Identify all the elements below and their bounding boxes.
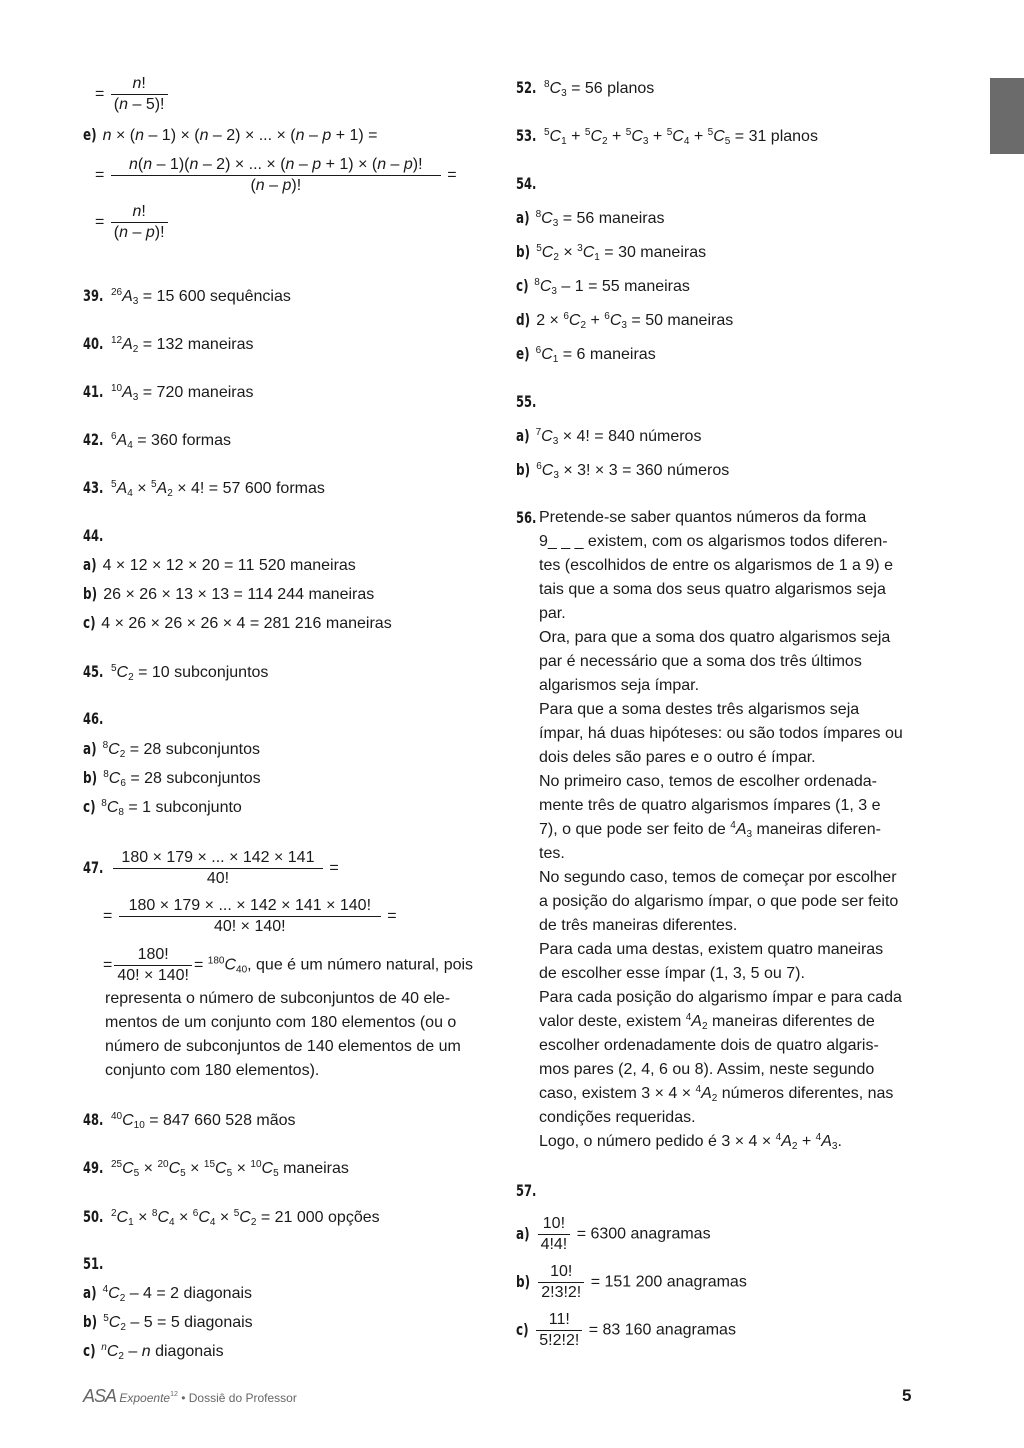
answer-56-lines [539, 842, 911, 1010]
answer-56-line: Ora, para que a soma dos quatro algarismos seja [539, 629, 891, 646]
answer-46c: c) $^8C_8 = 1$ subconjunto [83, 797, 242, 818]
answer-57: 57. [516, 1181, 537, 1200]
answer-56-line: ímpar, há duas hipóteses: ou são todos ímpares ou [539, 725, 903, 742]
answer-56-line: Pretende-se saber quantos números da forma [539, 509, 867, 526]
answer-44: 44. [83, 526, 104, 545]
answer-44a: a) 4 × 12 × 12 × 20 = 11 520 maneiras [83, 555, 356, 574]
answer-51a: a) $^4C_2 - 4 = 2$ diagonais [83, 1283, 253, 1304]
section-tab [990, 78, 1024, 154]
answer-56-line: No segundo caso, temos de começar por escolher [539, 869, 897, 886]
answer-51: 51. [83, 1254, 104, 1273]
answer-57a: a) $\frac{10!}{4!4!}$ = 6300 anagramas [516, 1215, 711, 1253]
answer-56-line: Logo, o número pedido é $3 \times 4 \times ^4A_2 + ^4A_3$. [539, 1132, 842, 1152]
answer-52: 52. $^8C_3 = 56$ planos [516, 78, 655, 99]
answer-47-text: representa o número de subconjuntos de 40 ele- [105, 990, 451, 1007]
answer-47-line2: = $\frac{180 \times 179 \times ... \times 142 \times 141 \times 140!}{40! \times 140!}$ = [103, 897, 397, 935]
answer-55b: b) $^6C_3 \times 3$! × 3 = 360 números [516, 460, 730, 481]
answer-56-lines [539, 506, 911, 818]
answer-55: 55. [516, 392, 537, 411]
answer-56-line: caso, existem $3 \times 4 \times ^4A_2$ números diferentes, nas [539, 1084, 894, 1104]
answer-56-line: tes. [539, 845, 565, 862]
answer-56-lines [539, 1034, 911, 1082]
answer-56-text [539, 506, 911, 1154]
answer-56-line: tais que a soma dos seus quatro algarismos seja [539, 581, 886, 598]
answer-51c: c) $^nC_2$ – n diagonais [83, 1341, 224, 1362]
answer-45: 45. $^5C_2 = 10$ subconjuntos [83, 662, 269, 683]
answer-56-line: No primeiro caso, temos de escolher ordenada- [539, 773, 877, 790]
answer-46: 46. [83, 709, 104, 728]
answer-42: 42. $^6A_4 = 360$ formas [83, 430, 232, 451]
footer-brand: ASA Expoente$^{12}$ • Dossiê do Professor [83, 1386, 297, 1406]
answer-56-line: Para que a soma destes três algarismos seja [539, 701, 860, 718]
answer-39: 39. $^{26}A_3 = 15$ 600 sequências [83, 286, 291, 307]
answer-57c: c) $\frac{11!}{5!2!2!}$ = 83 160 anagramas [516, 1311, 736, 1349]
answer-49: 49. $^{25}C_5 \times ^{20}C_5 \times ^{15}C_5 \times ^{10}C_5$ maneiras [83, 1158, 349, 1179]
answer-56-line: tes (escolhidos de entre os algarismos de 1 a 9) e [539, 557, 893, 574]
answer-56-line: valor deste, existem $^4A_2$ maneiras diferentes de [539, 1012, 875, 1032]
answer-55a: a) $^7C_3 \times 4$! = 840 números [516, 426, 702, 447]
answer-47-text: número de subconjuntos de 140 elementos de um [105, 1038, 461, 1055]
answer-54a: a) $^8C_3 = 56$ maneiras [516, 208, 665, 229]
top-fraction-0: = $\frac{n!}{(n - 5)!}$ [95, 74, 170, 115]
answer-44b: b) 26 × 26 × 13 × 13 = 114 244 maneiras [83, 584, 375, 603]
asa-logo: ASA [83, 1386, 117, 1406]
answer-54c: c) $^8C_3 - 1 = 55$ maneiras [516, 276, 690, 297]
answer-53: 53. $^5C_1 + ^5C_2 + ^5C_3 + ^5C_4 + ^5C_5 = 31$ planos [516, 126, 818, 147]
answer-56-line: algarismos seja ímpar. [539, 677, 700, 694]
answer-57b: b) $\frac{10!}{2!3!2!}$ = 151 200 anagramas [516, 1263, 747, 1301]
top-fraction-1: = $\frac{n(n - 1)(n - 2) \times ... \times (n - p + 1) \times (n - p)!}{(n - p)!}$ = [95, 156, 457, 194]
answer-56-line: mente três de quatro algarismos ímpares (1, 3 e [539, 797, 881, 814]
answer-56-line: de escolher esse ímpar (1, 3, 5 ou 7). [539, 965, 805, 982]
answer-56-line: 7), o que pode ser feito de $^4A_3$ maneiras diferen- [539, 820, 881, 840]
answer-47-text: conjunto com 180 elementos). [105, 1062, 320, 1079]
answer-56-line: de três maneiras diferentes. [539, 917, 738, 934]
answer-56-line: Para cada posição do algarismo ímpar e para cada [539, 989, 902, 1006]
answer-43: 43. $^5A_4 \times ^5A_2 \times 4$! = 57 600 formas [83, 478, 325, 499]
answer-56-line: mos pares (2, 4, 6 ou 8). Assim, neste segundo [539, 1061, 875, 1078]
item-e: e) n × (n – 1) × (n – 2) × ... × (n – p + 1) = [83, 125, 378, 144]
answer-56-line: a posição do algarismo ímpar, o que pode ser feito [539, 893, 899, 910]
answer-56-line: condições requeridas. [539, 1109, 696, 1126]
answer-47-text: mentos de um conjunto com 180 elementos (ou o [105, 1014, 457, 1031]
answer-56-line: dois deles são pares e o outro é ímpar. [539, 749, 816, 766]
answer-56-line: par é necessário que a soma dos três últimos [539, 653, 862, 670]
top-fraction-2: = $\frac{n!}{(n - p)!}$ [95, 202, 170, 243]
answer-44c: c) 4 × 26 × 26 × 26 × 4 = 281 216 maneiras [83, 613, 392, 632]
answer-51b: b) $^5C_2 - 5 = 5$ diagonais [83, 1312, 253, 1333]
answer-46a: a) $^8C_2 = 28$ subconjuntos [83, 739, 261, 760]
answer-56-line: escolher ordenadamente dois de quatro algaris- [539, 1037, 879, 1054]
answer-47-line3: = $\frac{180!}{40! \times 140!}$ = $^{180}C_{40}$, que é um número natural, pois [103, 946, 474, 984]
answer-50: 50. $^2C_1 \times ^8C_4 \times ^6C_4 \times ^5C_2 = 21$ 000 opções [83, 1207, 380, 1228]
page-number: 5 [902, 1386, 912, 1405]
answer-48: 48. $^{40}C_{10} = 847$ 660 528 mãos [83, 1110, 296, 1131]
answer-56-line: par. [539, 605, 566, 622]
answer-54e: e) $^6C_1 = 6$ maneiras [516, 344, 656, 365]
answer-54d: d) $2 \times ^6C_2 + ^6C_3 = 50$ maneiras [516, 310, 734, 331]
answer-40: 40. $^{12}A_2 = 132$ maneiras [83, 334, 254, 355]
answer-46b: b) $^8C_6 = 28$ subconjuntos [83, 768, 261, 789]
answer-56: 56. [516, 508, 537, 527]
answer-56-line: 9_ _ _ existem, com os algarismos todos diferen- [539, 533, 888, 550]
answer-56-line: Para cada uma destas, existem quatro maneiras [539, 941, 884, 958]
answer-54: 54. [516, 174, 537, 193]
answer-41: 41. $^{10}A_3 = 720$ maneiras [83, 382, 254, 403]
answer-47-line1: 47. $\frac{180 \times 179 \times ... \times 142 \times 141}{40!}$ = [83, 849, 339, 887]
answer-54b: b) $^5C_2 \times ^3C_1 = 30$ maneiras [516, 242, 707, 263]
